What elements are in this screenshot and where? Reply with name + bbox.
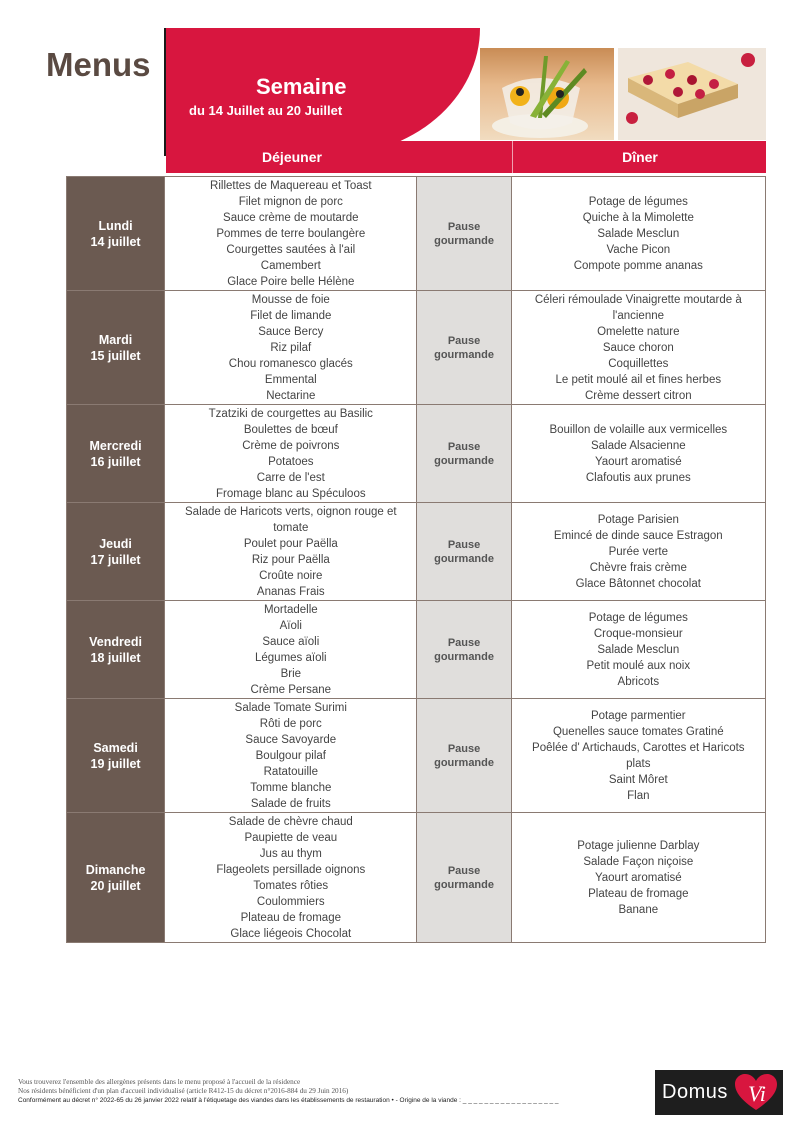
dish: Salade Façon niçoise <box>583 855 694 868</box>
dish: Vache Picon <box>606 243 671 256</box>
dish: Pommes de terre boulangère <box>216 227 366 240</box>
dish: Crème de poivrons <box>242 439 340 452</box>
dish: Glace Bâtonnet chocolat <box>575 577 701 590</box>
dish: Clafoutis aux prunes <box>585 471 691 484</box>
dish: Ananas Frais <box>256 585 325 598</box>
dish: Quenelles sauce tomates Gratiné <box>552 725 724 738</box>
dish: Compote pomme ananas <box>573 259 703 272</box>
dish: Emincé de dinde sauce Estragon <box>553 529 723 542</box>
lunch-cell <box>165 177 417 291</box>
dish: Boulettes de bœuf <box>243 423 338 436</box>
dish: Potage Parisien <box>597 513 679 526</box>
footer-notes <box>18 1078 559 1105</box>
dessert-photo <box>480 48 614 140</box>
day-row <box>67 503 766 601</box>
svg-text:Vi: Vi <box>748 1081 766 1106</box>
dish: Crème Persane <box>250 683 332 696</box>
dish: Salade Alsacienne <box>590 439 686 452</box>
dish: Riz pilaf <box>270 341 312 354</box>
dish: Salade Tomate Surimi <box>234 701 347 714</box>
dish: Potage de légumes <box>588 611 688 624</box>
dish: Plateau de fromage <box>240 911 341 924</box>
dish: tomate <box>273 521 309 534</box>
dish: Potage julienne Darblay <box>577 839 700 852</box>
dish: Brie <box>280 667 302 680</box>
dish: Fromage blanc au Spéculoos <box>216 487 366 500</box>
reception-plan-note: Nos résidents bénéficient d'un plan d'accueil individualisé (article R412-15 du décret n°2016-884 du 29 Juin 2016) <box>18 1087 349 1095</box>
dish: Omelette nature <box>597 325 680 338</box>
logo-text: Domus <box>662 1081 728 1103</box>
domusvi-logo <box>655 1070 783 1115</box>
lunch-cell <box>165 699 417 813</box>
dish: Petit moulé aux noix <box>586 659 691 672</box>
dish: Le petit moulé ail et fines herbes <box>555 373 722 386</box>
dish: Glace Poire belle Hélène <box>227 275 355 288</box>
dish: Nectarine <box>266 389 316 402</box>
dish: Purée verte <box>608 545 669 558</box>
dish: Flan <box>627 789 650 802</box>
day-cell: Jeudi 17 juillet <box>67 503 165 601</box>
dish: Emmental <box>264 373 317 386</box>
dish: Poulet pour Paëlla <box>243 537 338 550</box>
meat-origin-note: Conformément au décret n° 2022-65 du 26 janvier 2022 relatif à l'étiquetage des viandes dans les établissements de restauration • - Origine de la viande : _ _ _ _ _ _ _ _ _ _ _ _ _ _ _ _ _ _ <box>18 1097 559 1104</box>
day-row <box>67 405 766 503</box>
dinner-cell <box>511 291 765 405</box>
pause-cell: Pause gourmande <box>417 699 511 813</box>
dish: Chou romanesco glacés <box>228 357 353 370</box>
dish: Riz pour Paëlla <box>251 553 330 566</box>
dinner-header: Dîner <box>512 141 767 173</box>
dinner-cell <box>511 177 765 291</box>
day-cell: Vendredi 18 juillet <box>67 601 165 699</box>
dish: Jus au thym <box>259 847 322 860</box>
day-row <box>67 813 766 943</box>
dinner-cell <box>511 405 765 503</box>
week-title: Semaine <box>256 74 347 99</box>
menu-table <box>66 176 766 943</box>
dish: plats <box>626 757 651 770</box>
pause-cell: Pause gourmande <box>417 177 511 291</box>
day-row <box>67 699 766 813</box>
dish: Salade Mesclun <box>597 643 680 656</box>
dish: Potage de légumes <box>588 195 688 208</box>
dish: Poêlée d' Artichauds, Carottes et Haricots <box>532 741 745 754</box>
dish: Yaourt aromatisé <box>594 871 682 884</box>
allergen-note: Vous trouverez l'ensemble des allergènes présents dans le menu proposé à l'accueil de la résidence <box>18 1078 301 1086</box>
dish: Tomme blanche <box>250 781 332 794</box>
lunch-cell <box>165 813 417 943</box>
lunch-cell <box>165 601 417 699</box>
dish: Rillettes de Maquereau et Toast <box>210 179 372 192</box>
dish: Rôti de porc <box>259 717 322 730</box>
dish: Crème dessert citron <box>584 389 692 402</box>
dish: Carre de l'est <box>256 471 325 484</box>
day-cell: Samedi 19 juillet <box>67 699 165 813</box>
dish: Coquillettes <box>608 357 669 370</box>
lunch-cell <box>165 503 417 601</box>
dish: Salade de chèvre chaud <box>228 815 353 828</box>
dinner-cell <box>511 699 765 813</box>
dish: Potage parmentier <box>590 709 686 722</box>
dish: Céleri rémoulade Vinaigrette moutarde à <box>534 293 742 306</box>
day-cell: Mardi 15 juillet <box>67 291 165 405</box>
pause-cell: Pause gourmande <box>417 503 511 601</box>
dish: Paupiette de veau <box>244 831 338 844</box>
dish: Sauce Bercy <box>258 325 324 338</box>
dish: Yaourt aromatisé <box>594 455 682 468</box>
dinner-cell <box>511 601 765 699</box>
page-title: Menus <box>46 46 151 83</box>
dish: Saint Môret <box>608 773 668 786</box>
dish: Salade de Haricots verts, oignon rouge et <box>185 505 397 518</box>
dish: Courgettes sautées à l'ail <box>226 243 356 256</box>
day-cell: Dimanche 20 juillet <box>67 813 165 943</box>
dish: Légumes aïoli <box>255 651 327 664</box>
dish: Chèvre frais crème <box>589 561 687 574</box>
dish: Boulgour pilaf <box>255 749 326 762</box>
dish: Sauce aïoli <box>262 635 320 648</box>
pause-cell: Pause gourmande <box>417 601 511 699</box>
dish: Bouillon de volaille aux vermicelles <box>549 423 728 436</box>
dinner-cell <box>511 503 765 601</box>
dish: Flageolets persillade oignons <box>216 863 366 876</box>
lunch-cell <box>165 291 417 405</box>
dish: Filet mignon de porc <box>238 195 343 208</box>
dish: Tzatziki de courgettes au Basilic <box>208 407 373 420</box>
dish: Sauce choron <box>602 341 674 354</box>
pause-cell: Pause gourmande <box>417 405 511 503</box>
dish: Potatoes <box>268 455 314 468</box>
dish: Ratatouille <box>263 765 318 778</box>
day-row <box>67 177 766 291</box>
dish: Coulommiers <box>256 895 325 908</box>
lunch-cell <box>165 405 417 503</box>
week-dates: du 14 Juillet au 20 Juillet <box>189 103 343 118</box>
dish: Mortadelle <box>263 603 318 616</box>
dish: Sauce Savoyarde <box>245 733 337 746</box>
heart-logo-icon <box>733 1072 779 1112</box>
day-row <box>67 601 766 699</box>
pause-cell: Pause gourmande <box>417 291 511 405</box>
clafoutis-photo <box>618 48 766 140</box>
dish: Salade de fruits <box>250 797 331 810</box>
day-row <box>67 291 766 405</box>
dish: Sauce crème de moutarde <box>223 211 359 224</box>
dish: Quiche à la Mimolette <box>582 211 694 224</box>
dish: Mousse de foie <box>251 293 330 306</box>
dish: Filet de limande <box>250 309 332 322</box>
dish: Croûte noire <box>259 569 323 582</box>
dish: Plateau de fromage <box>588 887 689 900</box>
dish: Salade Mesclun <box>597 227 680 240</box>
dinner-cell <box>511 813 765 943</box>
pause-cell: Pause gourmande <box>417 813 511 943</box>
dish: Abricots <box>617 675 660 688</box>
dish: Croque-monsieur <box>593 627 683 640</box>
dish: Banane <box>618 903 659 916</box>
day-cell: Mercredi 16 juillet <box>67 405 165 503</box>
lunch-header: Déjeuner <box>262 149 322 165</box>
dish: Glace liégeois Chocolat <box>230 927 352 940</box>
dish: Aïoli <box>279 619 302 632</box>
dish: Tomates rôties <box>253 879 329 892</box>
day-cell: Lundi 14 juillet <box>67 177 165 291</box>
dish: l'ancienne <box>612 309 665 322</box>
dish: Camembert <box>260 259 321 272</box>
